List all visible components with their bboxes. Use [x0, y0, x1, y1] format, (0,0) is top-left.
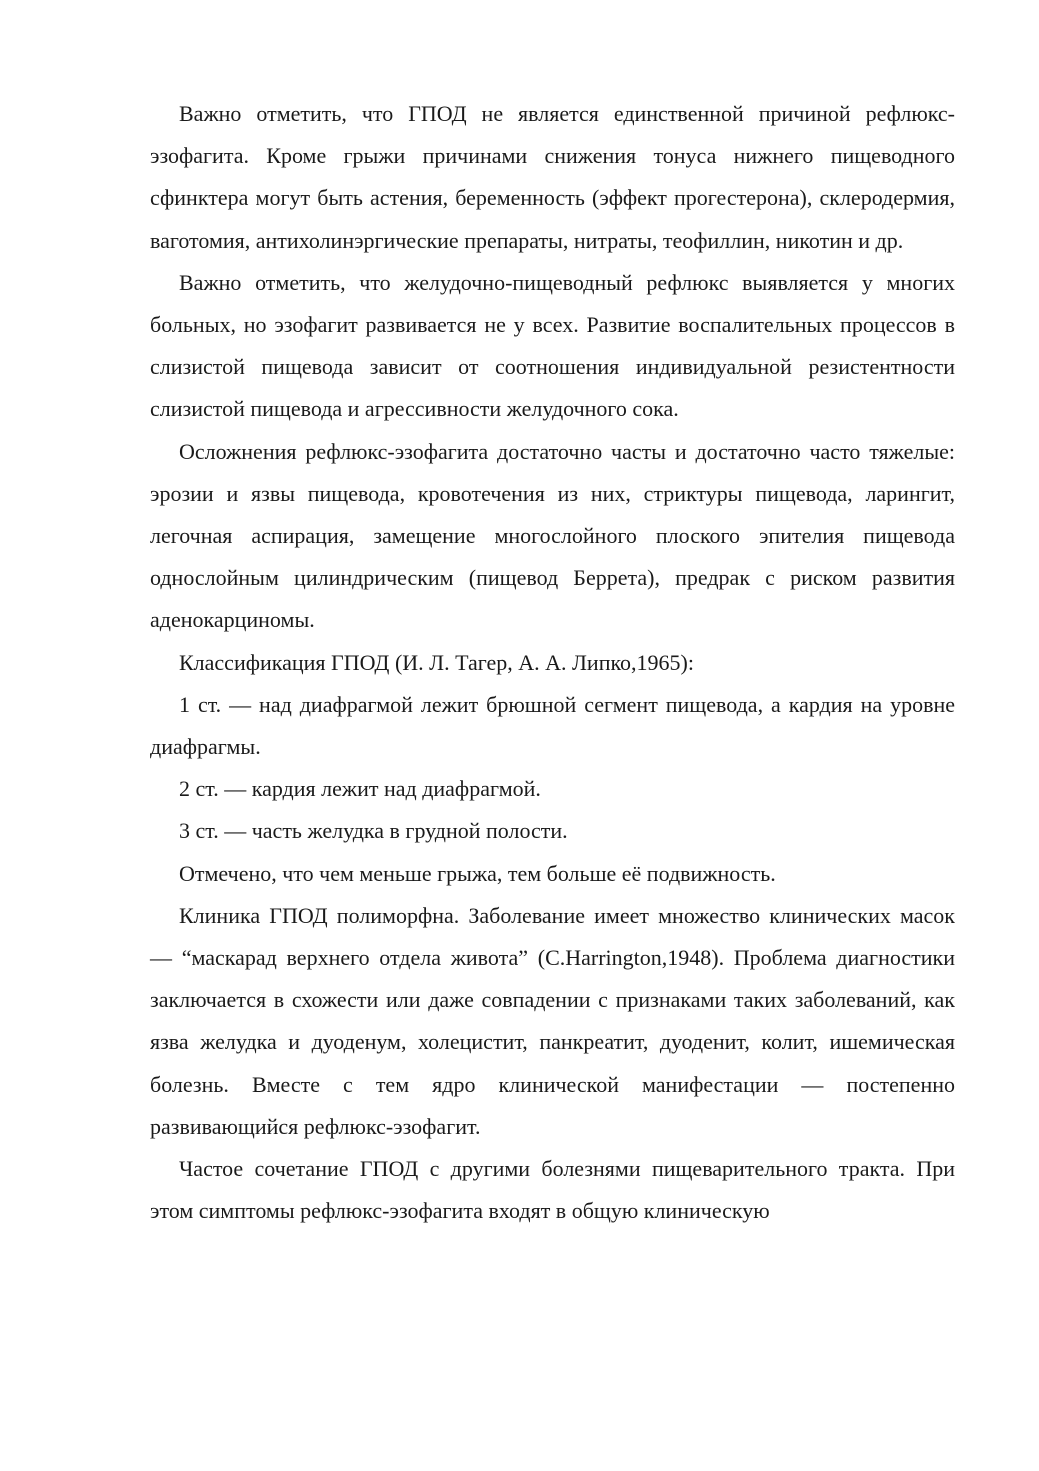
paragraph-complications: Осложнения рефлюкс-эзофагита достаточно часты и достаточно часто тяжелые: эрозии и язвы пищевода, кровотечения из них, стриктуры пищевода, ларингит, легочная аспирация, замещение многослойного плоского эпителия пищевода однослойным цилиндрическим (пищевод Беррета), предрак с риском развития аденокарциномы. — [150, 438, 955, 633]
paragraph-combination-with-diseases: Частое сочетание ГПОД с другими болезнями пищеварительного тракта. При этом симптомы рефлюкс-эзофагита входят в общую клиническую — [150, 1156, 955, 1224]
paragraph-clinical-picture: Клиника ГПОД полиморфна. Заболевание имеет множество клинических масок — “маскарад верхнего отдела живота” (C.Harrington,1948). Проблема диагностики заключается в схожести или даже совпадении с признаками таких заболеваний, как язва желудка и дуоденум, холецистит, панкреатит, дуоденит, колит, ишемическая болезнь. Вместе с тем ядро клинической манифестации — постепенно развивающийся рефлюкс-эзофагит. — [150, 902, 955, 1139]
paragraph-reflux-in-many-patients: Важно отметить, что желудочно-пищеводный рефлюкс выявляется у многих больных, но эзофагит развивается не у всех. Развитие воспалительных процессов в слизистой пищевода зависит от соотношения индивидуальной резистентности слизистой пищевода и агрессивности желудочного сока. — [150, 269, 955, 422]
paragraph-stage-3: 3 ст. — часть желудка в грудной полости. — [179, 818, 568, 844]
paragraph-stage-2: 2 ст. — кардия лежит над диафрагмой. — [179, 776, 541, 802]
paragraph-hernia-mobility: Отмечено, что чем меньше грыжа, тем больше её подвижность. — [179, 860, 776, 886]
paragraph-gpod-not-only-cause: Важно отметить, что ГПОД не является единственной причиной рефлюкс-эзофагита. Кроме грыжи причинами снижения тонуса нижнего пищеводного сфинктера могут быть астения, беременность (эффект прогестерона), склеродермия, ваготомия, антихолинэргические препараты, нитраты, теофиллин, никотин и др. — [150, 101, 955, 253]
body-text — [150, 93, 955, 1232]
paragraph-classification-heading: Классификация ГПОД (И. Л. Тагер, А. А. Липко,1965): — [179, 649, 694, 675]
paragraph-stage-1: 1 ст. — над диафрагмой лежит брюшной сегмент пищевода, а кардия на уровне диафрагмы. — [150, 691, 955, 760]
